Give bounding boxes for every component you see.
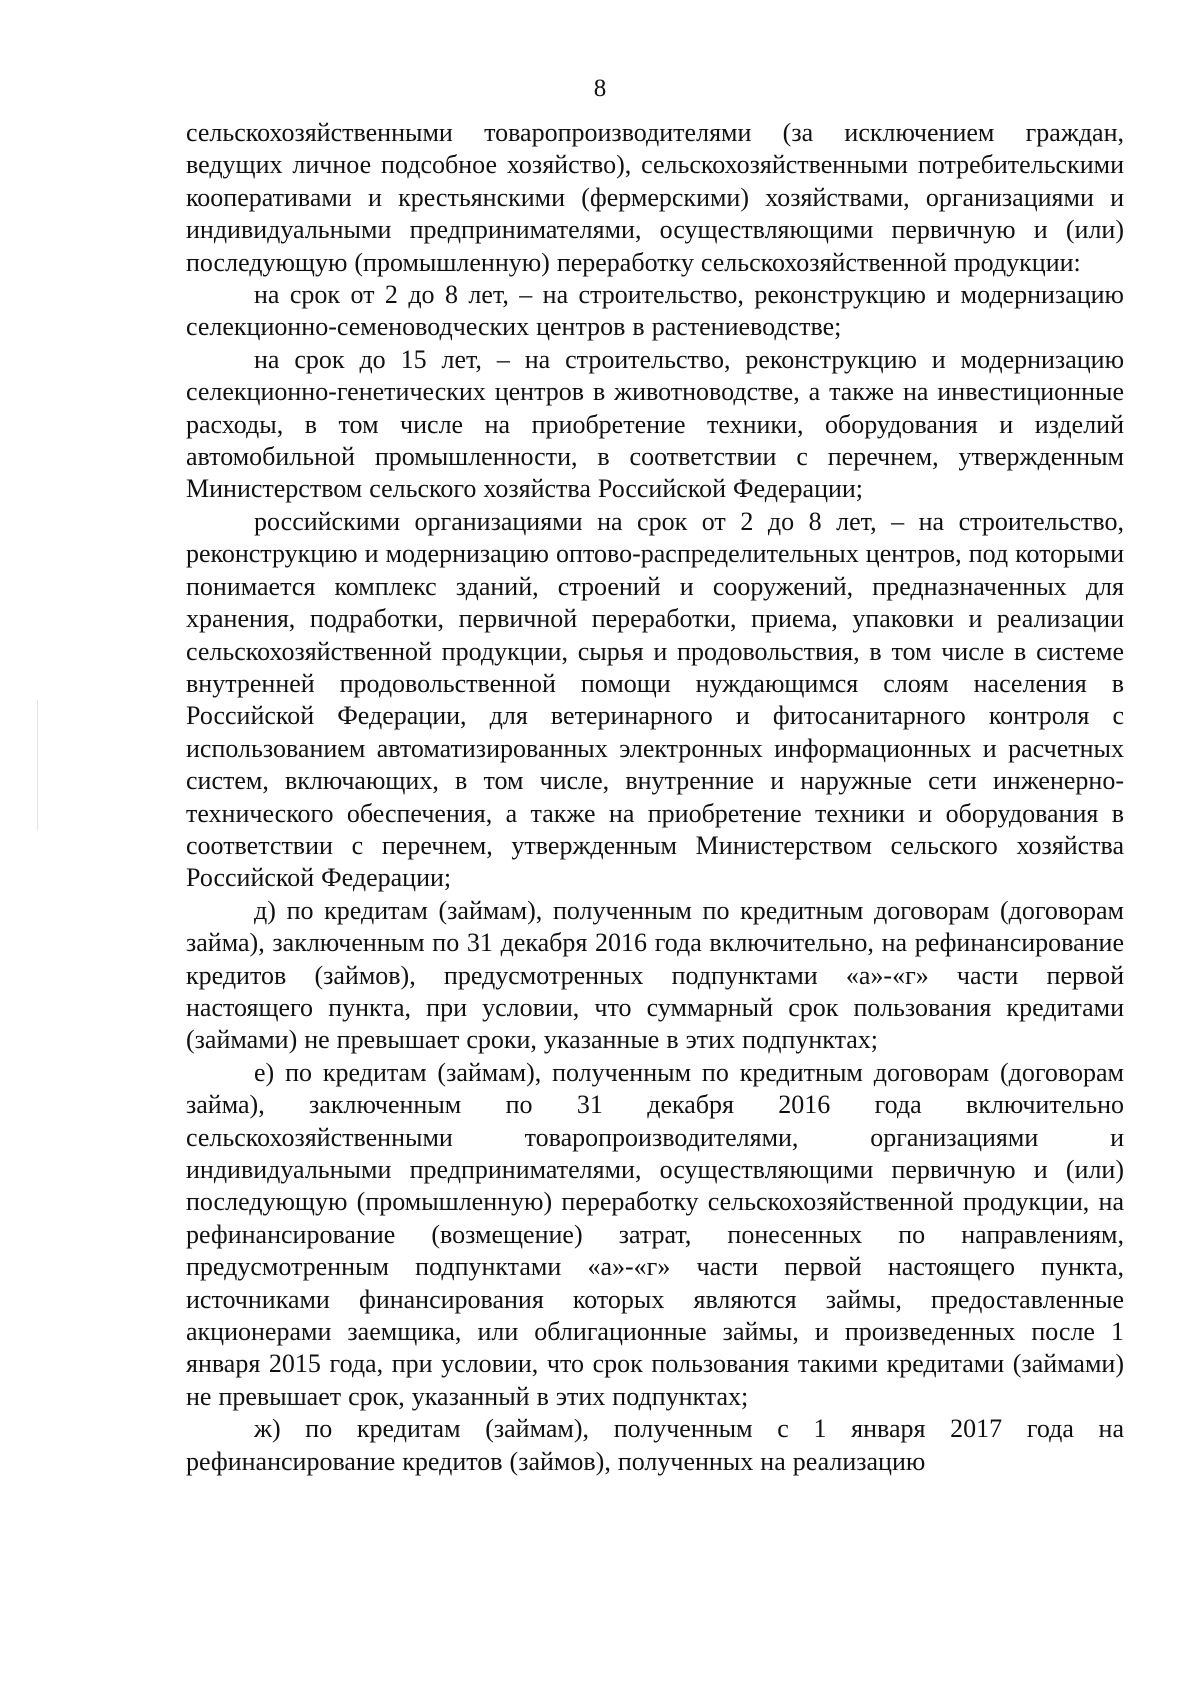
paragraph-continuation: сельскохозяйственными товаропроизводителями (за исключением граждан, ведущих личное подсобное хозяйство), сельскохозяйственными потребительскими кооперативами и крестьянскими (фермерскими) хозяйствами, организациями и индивидуальными предпринимателями, осуществляющими первичную и (или) последующую (промышленную) переработку сельскохозяйственной продукции: bbox=[186, 118, 1124, 277]
paragraph-subitem-zh: ж) по кредитам (займам), полученным с 1 января 2017 года на рефинансирование кредитов (займов), полученных на реализацию bbox=[186, 1414, 1124, 1476]
paragraph-subitem-d: д) по кредитам (займам), полученным по кредитным договорам (договорам займа), заключенным по 31 декабря 2016 года включительно, на рефинансирование кредитов (займов), предусмотренных подпунктами «а»-«г» части первой настоящего пункта, при условии, что суммарный срок пользования кредитами (займами) не превышает сроки, указанные в этих подпунктах; bbox=[186, 895, 1124, 1055]
document-body bbox=[186, 117, 1124, 1478]
page-number: 8 bbox=[593, 75, 607, 102]
paragraph-term-2-8-years: на срок от 2 до 8 лет, – на строительство, реконструкцию и модернизацию селекционно-семеноводческих центров в растениеводстве; bbox=[186, 280, 1124, 342]
paragraph-russian-organizations: российскими организациями на срок от 2 до 8 лет, – на строительство, реконструкцию и модернизацию оптово-распределительных центров, под которыми понимается комплекс зданий, строений и сооружений, предназначенных для хранения, подработки, первичной переработки, приема, упаковки и реализации сельскохозяйственной продукции, сырья и продовольствия, в том числе в системе внутренней продовольственной помощи нуждающимся слоям населения в Российской Федерации, для ветеринарного и фитосанитарного контроля с использованием автоматизированных электронных информационных и расчетных систем, включающих, в том числе, внутренние и наружные сети инженерно-технического обеспечения, а также на приобретение техники и оборудования в соответствии с перечнем, утвержденным Министерством сельского хозяйства Российской Федерации; bbox=[186, 506, 1124, 893]
scan-edge-mark bbox=[37, 700, 38, 830]
paragraph-term-15-years: на срок до 15 лет, – на строительство, реконструкцию и модернизацию селекционно-генетических центров в животноводстве, а также на инвестиционные расходы, в том числе на приобретение техники, оборудования и изделий автомобильной промышленности, в соответствии с перечнем, утвержденным Министерством сельского хозяйства Российской Федерации; bbox=[186, 344, 1124, 504]
paragraph-subitem-e: е) по кредитам (займам), полученным по кредитным договорам (договорам займа), заключенным по 31 декабря 2016 года включительно сельскохозяйственными товаропроизводителями, организациями и индивидуальными предпринимателями, осуществляющими первичную и (или) последующую (промышленную) переработку сельскохозяйственной продукции, на рефинансирование (возмещение) затрат, понесенных по направлениям, предусмотренным подпунктами «а»-«г» части первой настоящего пункта, источниками финансирования которых являются займы, предоставленные акционерами заемщика, или облигационные займы, и произведенных после 1 января 2015 года, при условии, что срок пользования такими кредитами (займами) не превышает срок, указанный в этих подпунктах; bbox=[186, 1057, 1124, 1411]
